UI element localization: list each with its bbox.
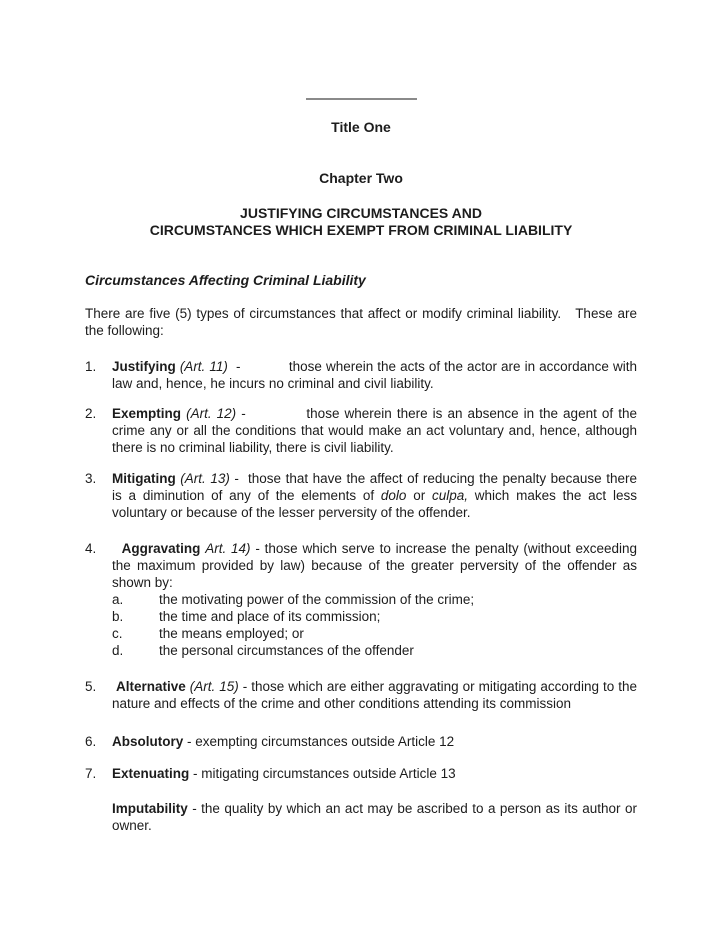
text-run: Mitigating xyxy=(112,471,176,486)
sub-item-text: the time and place of its commission; xyxy=(159,609,381,624)
chapter-heading: Chapter Two xyxy=(319,170,403,186)
list-item-text xyxy=(112,733,637,750)
text-run: dolo xyxy=(380,488,407,503)
text-run: - those wherein there is an absence in the agent of the crime any or all the conditions that would make an act voluntary and, hence, although there is no criminal liability, there is civil liability. xyxy=(112,406,637,455)
text-run: Justifying xyxy=(112,359,176,374)
main-heading-line-1: JUSTIFYING CIRCUMSTANCES AND xyxy=(240,205,482,221)
list-item-number: 7. xyxy=(85,766,97,781)
list-item-text xyxy=(112,405,637,456)
text-run: (Art. 11) xyxy=(179,359,228,374)
text-run: (Art. 15) xyxy=(189,679,239,694)
document-body xyxy=(85,0,637,834)
title-heading: Title One xyxy=(331,119,391,135)
section-heading: Circumstances Affecting Criminal Liability xyxy=(85,272,366,288)
list-item-text xyxy=(112,540,637,659)
list-item xyxy=(85,733,637,750)
sub-list-item xyxy=(112,591,637,608)
text-run: - those which serve to increase the penalty (without exceeding the maximum provided by law) because of the greater perversity of the offender as shown by: xyxy=(112,541,637,590)
text-run: (Art. 13) xyxy=(180,471,230,486)
list-item xyxy=(85,405,637,456)
text-run: Alternative xyxy=(116,679,186,694)
text-run: culpa, xyxy=(431,488,469,503)
main-heading xyxy=(85,205,637,239)
list-item-number: 1. xyxy=(85,359,97,374)
sub-item-letter: c. xyxy=(112,626,123,641)
list-item-number: 5. xyxy=(85,679,97,694)
imputability-definition xyxy=(112,800,637,834)
list-item-number: 6. xyxy=(85,734,97,749)
main-heading-line-2: CIRCUMSTANCES WHICH EXEMPT FROM CRIMINAL LIABILITY xyxy=(149,222,573,238)
text-run: Aggravating xyxy=(121,541,201,556)
list-item-text xyxy=(112,678,637,712)
list-item xyxy=(85,765,637,782)
sub-item-letter: a. xyxy=(112,592,124,607)
sub-list-item xyxy=(112,625,637,642)
list-item-text xyxy=(112,470,637,521)
text-run: which makes the act less voluntary or because of the lesser perversity of the offender. xyxy=(112,488,637,520)
text-run: Imputability xyxy=(112,801,188,816)
list-item xyxy=(85,540,637,659)
sub-list-item xyxy=(112,608,637,625)
sub-list xyxy=(112,591,637,659)
sub-item-text: the means employed; or xyxy=(159,626,304,641)
text-run: - those wherein the acts of the actor are in accordance with law and, hence, he incurs no criminal and civil liability. xyxy=(112,359,637,391)
circumstance-list xyxy=(85,358,637,782)
text-run: - those which are either aggravating or mitigating according to the nature and effects of the crime and other conditions attending its commission xyxy=(112,679,637,711)
list-item-text xyxy=(112,358,637,392)
sub-item-text: the personal circumstances of the offender xyxy=(159,643,414,658)
list-item-number: 2. xyxy=(85,406,97,421)
list-item-text xyxy=(112,765,637,782)
text-run: - mitigating circumstances outside Article 13 xyxy=(189,766,456,781)
sub-item-text: the motivating power of the commission of the crime; xyxy=(159,592,475,607)
sub-item-letter: b. xyxy=(112,609,124,624)
list-item xyxy=(85,470,637,521)
list-item xyxy=(85,678,637,712)
sub-list-item xyxy=(112,642,637,659)
text-run xyxy=(112,541,122,556)
list-item-number: 4. xyxy=(85,541,97,556)
horizontal-divider xyxy=(306,98,417,100)
text-run: Extenuating xyxy=(112,766,190,781)
text-run: Absolutory xyxy=(112,734,184,749)
text-run: - those that have the affect of reducing the penalty because there is a diminution of any of the elements of xyxy=(112,471,637,503)
text-run: - exempting circumstances outside Article 12 xyxy=(183,734,455,749)
text-run: - the quality by which an act may be ascribed to a person as its author or owner. xyxy=(112,801,637,833)
text-run: (Art. 12) xyxy=(186,406,237,421)
intro-paragraph: There are five (5) types of circumstances that affect or modify criminal liability. These are the following: xyxy=(85,306,637,338)
text-run: or xyxy=(406,488,432,503)
text-run: Art. 14) xyxy=(205,541,251,556)
text-run: Exempting xyxy=(112,406,182,421)
sub-item-letter: d. xyxy=(112,643,124,658)
list-item-number: 3. xyxy=(85,471,97,486)
list-item xyxy=(85,358,637,392)
